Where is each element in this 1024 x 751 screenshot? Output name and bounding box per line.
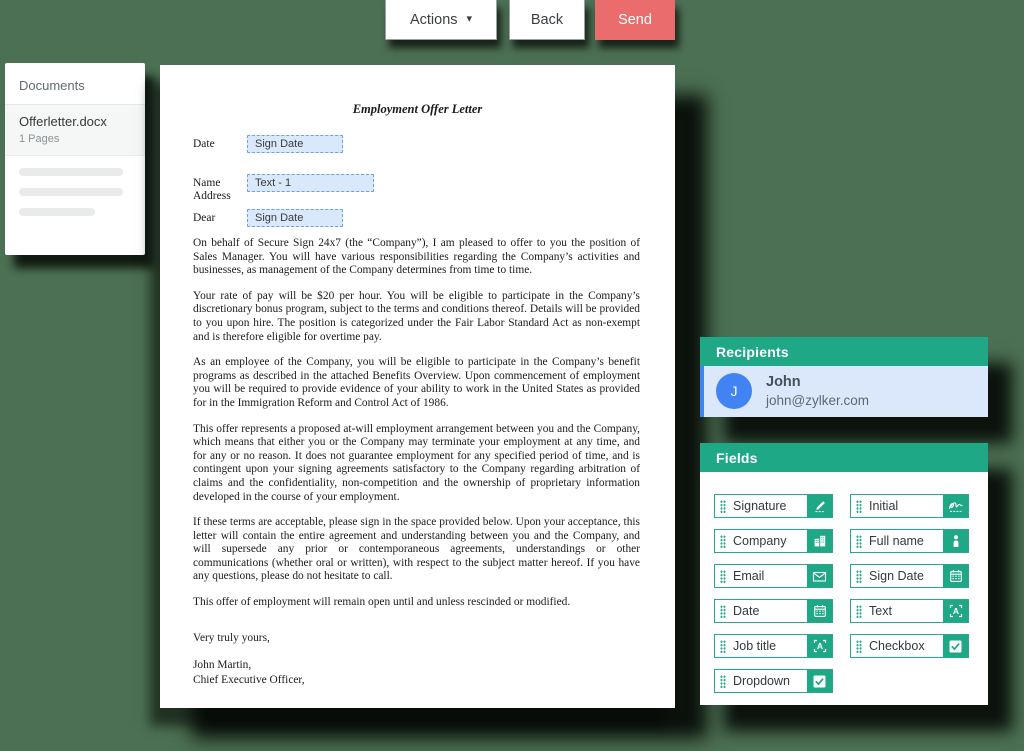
- recipient-email: john@zylker.com: [766, 393, 869, 408]
- signature-pencil-icon: [807, 495, 832, 517]
- field-button-signature[interactable]: [714, 494, 833, 518]
- recipient-row[interactable]: [700, 366, 988, 417]
- svg-text:A: A: [952, 606, 959, 616]
- drag-handle-icon: [856, 570, 862, 583]
- letter-paragraph: Your rate of pay will be $20 per hour. You will be eligible to participate in the Company’s discretionary bonus program, subject to the terms and conditions thereof. Details will be provided to you upon hire. The position is categorized under the Fair Labor Standard Act as non-exempt and is therefore eligible for overtime pay.: [193, 289, 640, 343]
- field-button-text[interactable]: [850, 599, 969, 623]
- letter-field-row: [193, 135, 343, 153]
- drag-handle-icon: [720, 640, 726, 653]
- date-calendar-icon: [807, 600, 832, 622]
- email-envelope-icon: [807, 565, 832, 587]
- letter-signature-title: Chief Executive Officer,: [193, 673, 305, 686]
- letter-body: [193, 237, 640, 687]
- job-title-a-icon: [807, 635, 832, 657]
- svg-text:A: A: [816, 641, 823, 651]
- field-button-sign-date[interactable]: [850, 564, 969, 588]
- skeleton-line: [19, 188, 123, 196]
- fields-panel-title: Fields: [700, 443, 988, 472]
- drag-handle-icon: [720, 570, 726, 583]
- field-button-checkbox[interactable]: [850, 634, 969, 658]
- field-button-company[interactable]: [714, 529, 833, 553]
- letter-field-row: [193, 174, 374, 203]
- skeleton-line: [19, 208, 95, 216]
- letter-field-row: [193, 209, 343, 227]
- field-button-label: Full name: [869, 534, 924, 548]
- field-button-label: Email: [733, 569, 765, 583]
- letter-paragraph: This offer represents a proposed at-will employment arrangement between you and the Company, which means that either you or the Company may terminate your employment at any time, and for any or no reason. It does not guarantee employment for any specified period of time, and is contingent upon your signing agreements satisfactory to the Company regarding arbitration of claims and the confidentiality, non-competition and the ownership of proprietary information developed in the course of your employment.: [193, 422, 640, 503]
- recipient-avatar: J: [716, 373, 752, 409]
- actions-button[interactable]: [385, 0, 497, 40]
- send-button[interactable]: [595, 0, 675, 40]
- back-button-label: Back: [530, 11, 564, 28]
- field-button-label: Checkbox: [869, 639, 925, 653]
- checkbox-check-icon: [943, 635, 968, 657]
- back-button[interactable]: [509, 0, 585, 40]
- document-page-count: 1 Pages: [19, 133, 60, 145]
- send-button-label: Send: [618, 12, 652, 28]
- field-button-label: Date: [733, 604, 760, 618]
- recipient-name: John: [766, 374, 801, 390]
- field-button-label: Signature: [733, 499, 787, 513]
- documents-panel: [5, 63, 145, 255]
- sign-date-calendar-icon: [943, 565, 968, 587]
- actions-button-label: Actions: [409, 11, 458, 28]
- document-list-item[interactable]: [5, 105, 145, 156]
- drag-handle-icon: [720, 500, 726, 513]
- dropdown-check-icon: [807, 670, 832, 692]
- field-button-label: Job title: [733, 639, 777, 653]
- recipient-info: [766, 374, 869, 408]
- placed-field-chip[interactable]: Sign Date: [247, 209, 343, 227]
- letter-paragraph: This offer of employment will remain open until and unless rescinded or modified.: [193, 596, 571, 609]
- field-button-full-name[interactable]: [850, 529, 969, 553]
- letter-field-label: Date: [193, 138, 215, 150]
- drag-handle-icon: [720, 535, 726, 548]
- field-button-email[interactable]: [714, 564, 833, 588]
- full-name-person-icon: [943, 530, 968, 552]
- recipients-panel-title: Recipients: [700, 337, 988, 366]
- documents-panel-title: Documents: [5, 63, 145, 105]
- chevron-down-icon: ▾: [466, 13, 473, 25]
- skeleton-line: [19, 168, 123, 176]
- letter-title: Employment Offer Letter: [352, 102, 483, 116]
- letter-field-label: Dear: [193, 212, 216, 224]
- recipients-panel: [700, 337, 988, 417]
- letter-field-label: Name Address: [193, 177, 231, 202]
- field-button-label: Text: [869, 604, 892, 618]
- letter-paragraph: On behalf of Secure Sign 24x7 (the “Company”), I am pleased to offer to you the position of Sales Manager. You will have various responsibilities regarding the Company’s activities and businesses, as management of the Company determines from time to time.: [193, 237, 640, 277]
- letter-paragraph: As an employee of the Company, you will be eligible to participate in the Company’s benefit programs as described in the attached Benefits Overview. Upon commencement of employment you will be required to provide evidence of your ability to work in the United States as provided for in the Immigration Reform and Control Act of 1986.: [193, 356, 640, 409]
- field-button-initial[interactable]: [850, 494, 969, 518]
- fields-grid: [700, 472, 988, 693]
- drag-handle-icon: [856, 640, 862, 653]
- drag-handle-icon: [856, 500, 862, 513]
- drag-handle-icon: [856, 535, 862, 548]
- field-button-job-title[interactable]: [714, 634, 833, 658]
- letter-closing: Very truly yours,: [193, 631, 270, 644]
- letter-signature-name: John Martin,: [193, 659, 252, 672]
- drag-handle-icon: [856, 605, 862, 618]
- placed-field-chip[interactable]: Text - 1: [247, 174, 374, 192]
- fields-panel: [700, 443, 988, 705]
- company-building-icon: [807, 530, 832, 552]
- text-a-icon: [943, 600, 968, 622]
- field-button-dropdown[interactable]: [714, 669, 833, 693]
- field-button-label: Initial: [869, 499, 899, 513]
- placed-field-chip[interactable]: Sign Date: [247, 135, 343, 153]
- document-page: [160, 65, 675, 708]
- letter-paragraph: If these terms are acceptable, please sign in the space provided below. Upon your acceptance, this letter will contain the entire agreement and understanding between you and the Company, and will supersede any prior or contemporaneous agreements, understandings or other communications (whether oral or written), with respect to the subject matter hereof. If you have any questions, please do not hesitate to call.: [193, 516, 640, 583]
- field-button-label: Sign Date: [869, 569, 924, 583]
- document-file-name: Offerletter.docx: [19, 114, 107, 129]
- drag-handle-icon: [720, 675, 726, 688]
- initial-scribble-icon: [943, 495, 968, 517]
- field-button-label: Company: [733, 534, 787, 548]
- field-button-label: Dropdown: [733, 674, 790, 688]
- drag-handle-icon: [720, 605, 726, 618]
- field-button-date[interactable]: [714, 599, 833, 623]
